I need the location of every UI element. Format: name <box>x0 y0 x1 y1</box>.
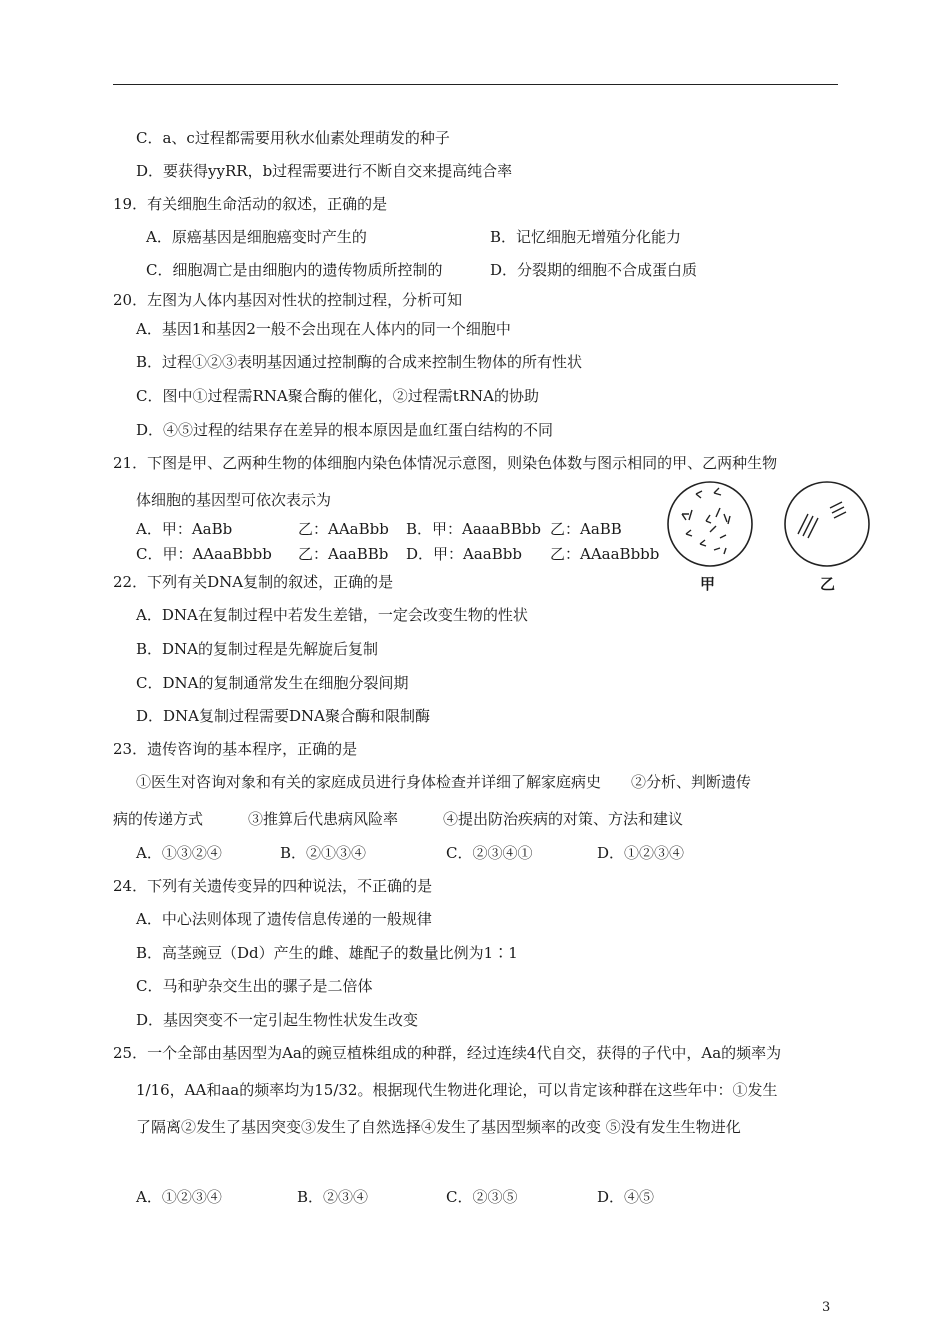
q21-stem-line1: 21．下图是甲、乙两种生物的体细胞内染色体情况示意图，则染色体数与图示相同的甲、乙两种生物 <box>113 454 778 472</box>
cell-yi-outline <box>785 482 869 566</box>
q21-option-b-jia: B．甲：AaaaBBbb <box>406 520 541 538</box>
q22-option-c: C．DNA的复制通常发生在细胞分裂间期 <box>136 674 409 692</box>
cell-jia-chromosomes <box>682 488 730 554</box>
q25-option-a: A．①②③④ <box>136 1188 222 1206</box>
chromosome-figure <box>662 476 877 601</box>
chromosome-diagram <box>662 476 877 601</box>
q25-stem-line2: 1/16，AA和aa的频率均为15/32。根据现代生物进化理论，可以肯定该种群在这些年中：①发生 <box>136 1081 778 1099</box>
q21-option-b-yi: 乙：AaBB <box>550 520 622 538</box>
q21-option-a-jia: A．甲：AaBb <box>136 520 233 538</box>
q20-option-b: B．过程①②③表明基因通过控制酶的合成来控制生物体的所有性状 <box>136 353 583 371</box>
q21-option-c-yi: 乙：AaaBBb <box>298 545 389 563</box>
q22-option-b: B．DNA的复制过程是先解旋后复制 <box>136 640 379 658</box>
q19-option-d: D．分裂期的细胞不合成蛋白质 <box>490 261 698 279</box>
q23-body-line1: ①医生对咨询对象和有关的家庭成员进行身体检查并详细了解家庭病史 ②分析、判断遗传 <box>136 773 752 791</box>
q19-option-c: C．细胞凋亡是由细胞内的遗传物质所控制的 <box>146 261 443 279</box>
q25-stem-line3: 了隔离②发生了基因突变③发生了自然选择④发生了基因型频率的改变 ⑤没有发生生物进化 <box>136 1118 741 1136</box>
q23-body-line2: 病的传递方式 ③推算后代患病风险率 ④提出防治疾病的对策、方法和建议 <box>113 810 684 828</box>
q25-stem-line1: 25．一个全部由基因型为Aa的豌豆植株组成的种群，经过连续4代自交，获得的子代中，Aa的频率为 <box>113 1044 782 1062</box>
q21-option-c-jia: C．甲：AAaaBbbb <box>136 545 272 563</box>
q24-stem: 24．下列有关遗传变异的四种说法，不正确的是 <box>113 877 433 895</box>
q24-option-d: D．基因突变不一定引起生物性状发生改变 <box>136 1011 419 1029</box>
q19-option-a: A．原癌基因是细胞癌变时产生的 <box>146 228 367 246</box>
q23-stem: 23．遗传咨询的基本程序，正确的是 <box>113 740 358 758</box>
q21-option-d-jia: D．甲：AaaBbb <box>406 545 522 563</box>
q22-option-a: A．DNA在复制过程中若发生差错，一定会改变生物的性状 <box>136 606 528 624</box>
header-rule <box>113 84 838 85</box>
q18-option-d: D．要获得yyRR，b过程需要进行不断自交来提高纯合率 <box>136 162 513 180</box>
q20-option-c: C．图中①过程需RNA聚合酶的催化，②过程需tRNA的协助 <box>136 387 540 405</box>
q23-option-b: B．②①③④ <box>280 844 367 862</box>
figure-label-yi: 乙 <box>820 575 836 593</box>
q24-option-b: B．高茎豌豆（Dd）产生的雌、雄配子的数量比例为1∶1 <box>136 944 518 962</box>
q19-stem: 19．有关细胞生命活动的叙述，正确的是 <box>113 195 388 213</box>
q24-option-a: A．中心法则体现了遗传信息传递的一般规律 <box>136 910 432 928</box>
q21-option-d-yi: 乙：AAaaBbbb <box>550 545 660 563</box>
page-number: 3 <box>822 1300 831 1315</box>
q23-option-c: C．②③④① <box>446 844 533 862</box>
q23-option-a: A．①③②④ <box>136 844 222 862</box>
figure-label-jia: 甲 <box>700 575 716 593</box>
q18-option-c: C．a、c过程都需要用秋水仙素处理萌发的种子 <box>136 129 450 147</box>
q25-option-c: C．②③⑤ <box>446 1188 518 1206</box>
q23-option-d: D．①②③④ <box>597 844 685 862</box>
q22-option-d: D．DNA复制过程需要DNA聚合酶和限制酶 <box>136 707 430 725</box>
cell-yi-chromosomes <box>798 502 846 538</box>
q19-option-b: B．记忆细胞无增殖分化能力 <box>490 228 682 246</box>
q20-option-d: D．④⑤过程的结果存在差异的根本原因是血红蛋白结构的不同 <box>136 421 554 439</box>
q20-stem: 20．左图为人体内基因对性状的控制过程，分析可知 <box>113 291 463 309</box>
q20-option-a: A．基因1和基因2一般不会出现在人体内的同一个细胞中 <box>136 320 511 338</box>
cell-jia-outline <box>668 482 752 566</box>
q21-stem-line2: 体细胞的基因型可依次表示为 <box>136 491 332 509</box>
q25-option-b: B．②③④ <box>297 1188 369 1206</box>
q24-option-c: C．马和驴杂交生出的骡子是二倍体 <box>136 977 373 995</box>
q25-option-d: D．④⑤ <box>597 1188 655 1206</box>
q21-option-a-yi: 乙：AAaBbb <box>298 520 389 538</box>
q22-stem: 22．下列有关DNA复制的叙述，正确的是 <box>113 573 394 591</box>
